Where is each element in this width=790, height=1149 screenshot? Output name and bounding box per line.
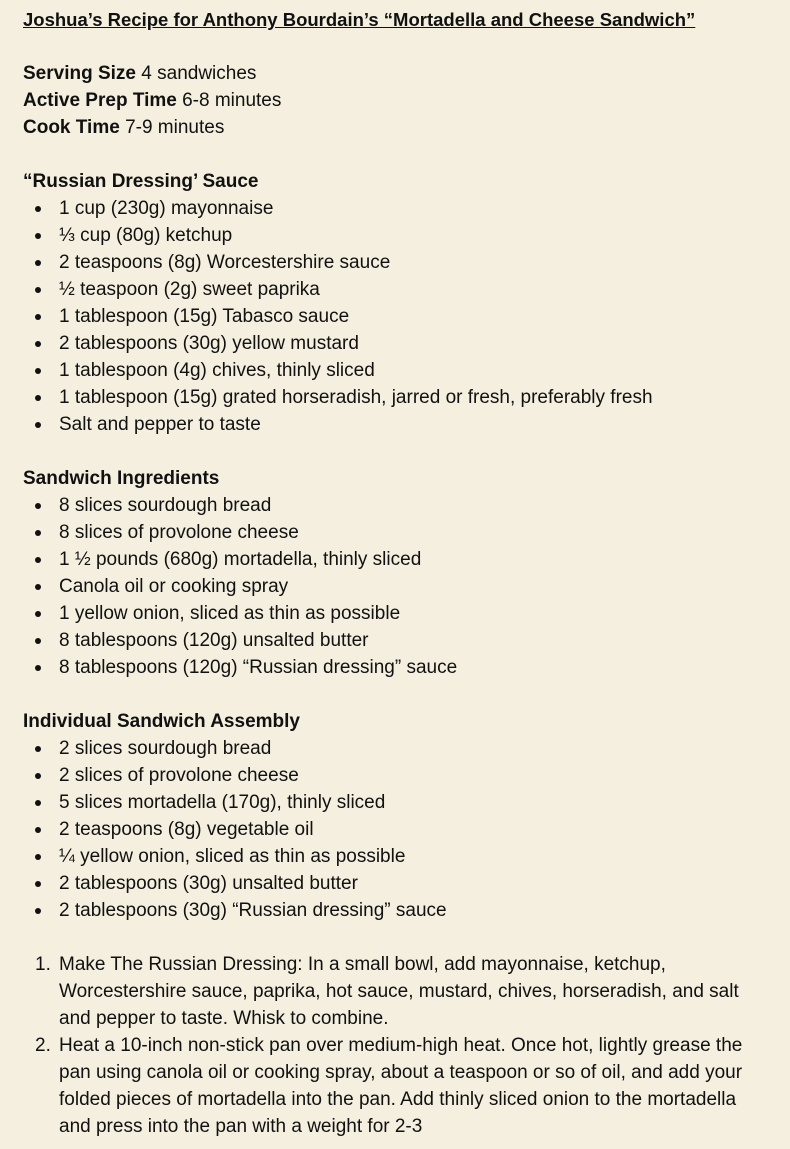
list-item: 1 tablespoon (4g) chives, thinly sliced [23,357,767,384]
list-item: Canola oil or cooking spray [23,573,767,600]
cook-time-value: 7-9 minutes [125,117,225,138]
list-item: ¼ yellow onion, sliced as thin as possible [23,843,767,870]
sauce-ingredient-list [23,195,767,438]
recipe-title: Joshua’s Recipe for Anthony Bourdain’s “Mortadella and Cheese Sandwich” [23,9,696,30]
cook-time-line [23,114,767,141]
prep-time-line [23,87,767,114]
list-item: 2 slices sourdough bread [23,735,767,762]
list-item: Salt and pepper to taste [23,411,767,438]
cook-time-label: Cook Time [23,117,120,138]
sandwich-ingredient-list [23,492,767,681]
list-item: 8 tablespoons (120g) unsalted butter [23,627,767,654]
instruction-steps [23,951,767,1140]
step-item [23,1032,767,1140]
assembly-ingredient-list [23,735,767,924]
prep-time-value: 6-8 minutes [182,90,282,111]
prep-time-label: Active Prep Time [23,90,177,111]
list-item: 2 teaspoons (8g) vegetable oil [23,816,767,843]
list-item: 2 tablespoons (30g) unsalted butter [23,870,767,897]
list-item: 2 teaspoons (8g) Worcestershire sauce [23,249,767,276]
step-item [23,951,767,1032]
list-item: 8 slices sourdough bread [23,492,767,519]
list-item: 2 tablespoons (30g) yellow mustard [23,330,767,357]
sauce-heading: “Russian Dressing’ Sauce [23,171,259,192]
list-item: 8 slices of provolone cheese [23,519,767,546]
step-number: 2. [35,1035,51,1056]
list-item: 1 tablespoon (15g) Tabasco sauce [23,303,767,330]
assembly-heading: Individual Sandwich Assembly [23,711,300,732]
list-item: 2 slices of provolone cheese [23,762,767,789]
step-text: Heat a 10-inch non-stick pan over medium-high heat. Once hot, lightly grease the pan using canola oil or cooking spray, about a teaspoon or so of oil, and add your folded pieces of mortadella into the pan. Add thinly sliced onion to the mortadella and press into the pan with a weight for 2-3 [59,1035,743,1137]
list-item: ½ teaspoon (2g) sweet paprika [23,276,767,303]
serving-size-label: Serving Size [23,63,136,84]
list-item: 2 tablespoons (30g) “Russian dressing” sauce [23,897,767,924]
serving-size-line [23,60,767,87]
step-number: 1. [35,954,51,975]
step-text: Make The Russian Dressing: In a small bowl, add mayonnaise, ketchup, Worcestershire sauce, paprika, hot sauce, mustard, chives, horseradish, and salt and pepper to taste. Whisk to combine. [59,954,739,1029]
list-item: 5 slices mortadella (170g), thinly sliced [23,789,767,816]
recipe-meta [23,60,767,141]
sandwich-ingredients-heading: Sandwich Ingredients [23,468,220,489]
list-item: ⅓ cup (80g) ketchup [23,222,767,249]
list-item: 1 cup (230g) mayonnaise [23,195,767,222]
list-item: 1 ½ pounds (680g) mortadella, thinly sliced [23,546,767,573]
serving-size-value: 4 sandwiches [141,63,257,84]
list-item: 1 yellow onion, sliced as thin as possible [23,600,767,627]
list-item: 8 tablespoons (120g) “Russian dressing” sauce [23,654,767,681]
list-item: 1 tablespoon (15g) grated horseradish, jarred or fresh, preferably fresh [23,384,767,411]
